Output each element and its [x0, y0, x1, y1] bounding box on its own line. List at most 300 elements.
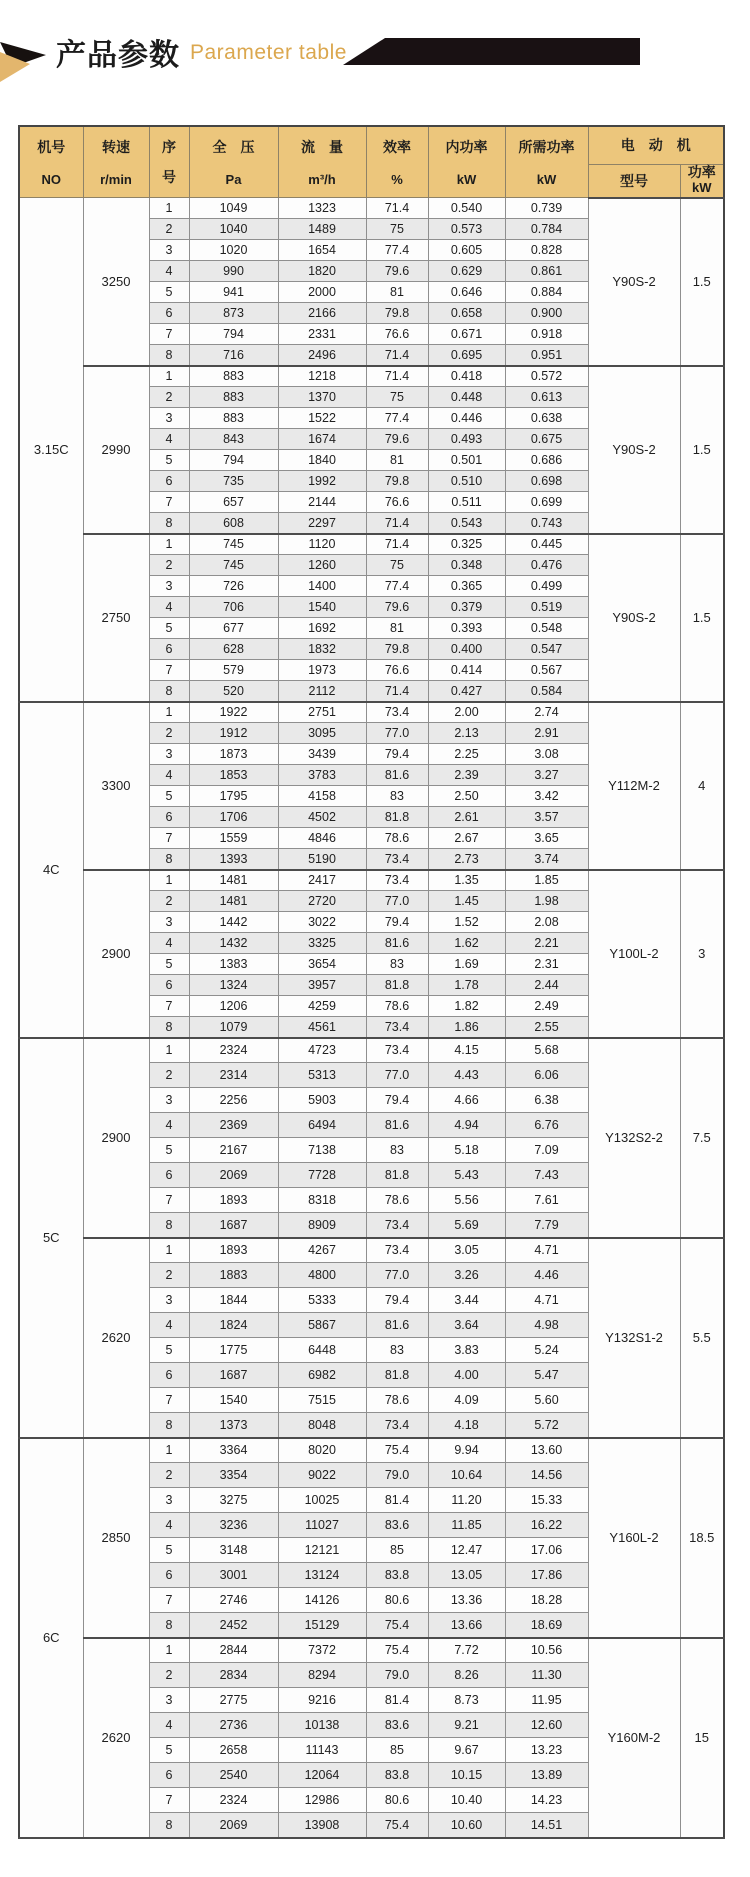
- cell-efficiency: 79.6: [366, 597, 428, 618]
- cell-pressure: 794: [189, 324, 278, 345]
- cell-index: 2: [149, 1463, 189, 1488]
- cell-flow: 4800: [278, 1263, 366, 1288]
- cell-internal-power: 2.13: [428, 723, 505, 744]
- cell-flow: 1260: [278, 555, 366, 576]
- cell-required-power: 13.60: [505, 1438, 588, 1463]
- cell-flow: 11027: [278, 1513, 366, 1538]
- cell-required-power: 18.28: [505, 1588, 588, 1613]
- cell-pressure: 2324: [189, 1788, 278, 1813]
- cell-required-power: 3.57: [505, 807, 588, 828]
- cell-required-power: 0.499: [505, 576, 588, 597]
- cell-required-power: 0.698: [505, 471, 588, 492]
- cell-efficiency: 83.8: [366, 1763, 428, 1788]
- cell-efficiency: 77.0: [366, 723, 428, 744]
- cell-motor-model: Y132S2-2: [588, 1038, 680, 1238]
- parameter-table: [18, 125, 725, 1839]
- cell-flow: 4502: [278, 807, 366, 828]
- cell-pressure: 1853: [189, 765, 278, 786]
- cell-pressure: 608: [189, 513, 278, 534]
- cell-required-power: 3.65: [505, 828, 588, 849]
- cell-required-power: 5.47: [505, 1363, 588, 1388]
- cell-internal-power: 0.493: [428, 429, 505, 450]
- cell-flow: 9022: [278, 1463, 366, 1488]
- cell-efficiency: 73.4: [366, 870, 428, 891]
- cell-flow: 1522: [278, 408, 366, 429]
- col-header-motor: 电 动 机: [588, 126, 724, 164]
- cell-efficiency: 75: [366, 555, 428, 576]
- cell-pressure: 1079: [189, 1017, 278, 1038]
- cell-internal-power: 2.73: [428, 849, 505, 870]
- cell-pressure: 2314: [189, 1063, 278, 1088]
- cell-efficiency: 71.4: [366, 534, 428, 555]
- cell-motor-model: Y90S-2: [588, 534, 680, 702]
- table-row: [19, 366, 724, 387]
- cell-required-power: 3.74: [505, 849, 588, 870]
- cell-motor-power: 1.5: [680, 534, 724, 702]
- cell-index: 2: [149, 1663, 189, 1688]
- cell-flow: 1832: [278, 639, 366, 660]
- cell-flow: 5333: [278, 1288, 366, 1313]
- cell-index: 4: [149, 1313, 189, 1338]
- cell-flow: 2000: [278, 282, 366, 303]
- cell-internal-power: 10.40: [428, 1788, 505, 1813]
- cell-motor-power: 4: [680, 702, 724, 870]
- cell-index: 1: [149, 1638, 189, 1663]
- cell-index: 5: [149, 282, 189, 303]
- cell-required-power: 0.476: [505, 555, 588, 576]
- cell-required-power: 10.56: [505, 1638, 588, 1663]
- cell-required-power: 6.06: [505, 1063, 588, 1088]
- cell-index: 7: [149, 324, 189, 345]
- cell-flow: 7515: [278, 1388, 366, 1413]
- cell-flow: 4723: [278, 1038, 366, 1063]
- cell-flow: 12986: [278, 1788, 366, 1813]
- cell-rpm: 3300: [83, 702, 149, 870]
- cell-pressure: 843: [189, 429, 278, 450]
- cell-pressure: 1795: [189, 786, 278, 807]
- cell-required-power: 0.584: [505, 681, 588, 702]
- cell-required-power: 0.884: [505, 282, 588, 303]
- cell-internal-power: 0.540: [428, 198, 505, 219]
- cell-pressure: 1393: [189, 849, 278, 870]
- cell-machine-no: 4C: [19, 702, 83, 1038]
- cell-internal-power: 9.21: [428, 1713, 505, 1738]
- cell-index: 4: [149, 933, 189, 954]
- cell-efficiency: 83.6: [366, 1513, 428, 1538]
- cell-motor-model: Y90S-2: [588, 198, 680, 366]
- cell-pressure: 3364: [189, 1438, 278, 1463]
- cell-index: 5: [149, 954, 189, 975]
- cell-required-power: 7.09: [505, 1138, 588, 1163]
- cell-internal-power: 2.25: [428, 744, 505, 765]
- cell-pressure: 1559: [189, 828, 278, 849]
- cell-required-power: 2.08: [505, 912, 588, 933]
- cell-flow: 1218: [278, 366, 366, 387]
- cell-efficiency: 73.4: [366, 702, 428, 723]
- page-subtitle: Parameter table: [190, 41, 347, 64]
- cell-flow: 8909: [278, 1213, 366, 1238]
- cell-flow: 2166: [278, 303, 366, 324]
- cell-required-power: 0.613: [505, 387, 588, 408]
- cell-efficiency: 83: [366, 1338, 428, 1363]
- cell-efficiency: 73.4: [366, 1238, 428, 1263]
- cell-index: 8: [149, 1017, 189, 1038]
- cell-required-power: 5.72: [505, 1413, 588, 1438]
- cell-required-power: 6.76: [505, 1113, 588, 1138]
- cell-pressure: 1775: [189, 1338, 278, 1363]
- cell-required-power: 0.784: [505, 219, 588, 240]
- cell-pressure: 1687: [189, 1213, 278, 1238]
- cell-efficiency: 71.4: [366, 513, 428, 534]
- cell-efficiency: 73.4: [366, 1413, 428, 1438]
- cell-internal-power: 5.43: [428, 1163, 505, 1188]
- cell-motor-power: 1.5: [680, 366, 724, 534]
- cell-internal-power: 4.43: [428, 1063, 505, 1088]
- cell-internal-power: 8.26: [428, 1663, 505, 1688]
- cell-efficiency: 77.0: [366, 1063, 428, 1088]
- cell-required-power: 0.861: [505, 261, 588, 282]
- cell-flow: 2297: [278, 513, 366, 534]
- cell-internal-power: 0.573: [428, 219, 505, 240]
- cell-index: 3: [149, 1288, 189, 1313]
- cell-index: 8: [149, 681, 189, 702]
- cell-index: 5: [149, 1338, 189, 1363]
- col-header-index: 序 号: [149, 126, 189, 198]
- col-header-motor-model: 型号: [588, 164, 680, 198]
- cell-internal-power: 0.365: [428, 576, 505, 597]
- cell-internal-power: 0.414: [428, 660, 505, 681]
- cell-flow: 14126: [278, 1588, 366, 1613]
- cell-efficiency: 81.8: [366, 1363, 428, 1388]
- cell-index: 3: [149, 408, 189, 429]
- cell-pressure: 2324: [189, 1038, 278, 1063]
- cell-index: 1: [149, 534, 189, 555]
- cell-index: 8: [149, 1613, 189, 1638]
- cell-pressure: 1540: [189, 1388, 278, 1413]
- cell-required-power: 2.74: [505, 702, 588, 723]
- cell-internal-power: 2.39: [428, 765, 505, 786]
- cell-index: 4: [149, 1113, 189, 1138]
- cell-index: 8: [149, 513, 189, 534]
- cell-index: 6: [149, 807, 189, 828]
- cell-efficiency: 81: [366, 618, 428, 639]
- cell-internal-power: 1.35: [428, 870, 505, 891]
- cell-index: 7: [149, 1188, 189, 1213]
- cell-efficiency: 73.4: [366, 849, 428, 870]
- cell-rpm: 2990: [83, 366, 149, 534]
- cell-efficiency: 81.6: [366, 1313, 428, 1338]
- cell-flow: 13124: [278, 1563, 366, 1588]
- cell-flow: 5313: [278, 1063, 366, 1088]
- cell-internal-power: 4.00: [428, 1363, 505, 1388]
- cell-efficiency: 71.4: [366, 198, 428, 219]
- cell-index: 8: [149, 849, 189, 870]
- cell-index: 3: [149, 1688, 189, 1713]
- cell-efficiency: 79.8: [366, 303, 428, 324]
- cell-pressure: 1706: [189, 807, 278, 828]
- cell-internal-power: 7.72: [428, 1638, 505, 1663]
- cell-efficiency: 71.4: [366, 681, 428, 702]
- cell-internal-power: 4.18: [428, 1413, 505, 1438]
- cell-internal-power: 5.69: [428, 1213, 505, 1238]
- cell-pressure: 2775: [189, 1688, 278, 1713]
- cell-internal-power: 4.09: [428, 1388, 505, 1413]
- cell-flow: 7372: [278, 1638, 366, 1663]
- cell-efficiency: 76.6: [366, 324, 428, 345]
- cell-internal-power: 2.67: [428, 828, 505, 849]
- cell-efficiency: 81: [366, 450, 428, 471]
- cell-internal-power: 0.543: [428, 513, 505, 534]
- cell-efficiency: 79.0: [366, 1663, 428, 1688]
- cell-required-power: 0.828: [505, 240, 588, 261]
- cell-required-power: 1.85: [505, 870, 588, 891]
- cell-motor-model: Y90S-2: [588, 366, 680, 534]
- cell-pressure: 2452: [189, 1613, 278, 1638]
- cell-pressure: 794: [189, 450, 278, 471]
- table-row: [19, 870, 724, 891]
- cell-flow: 2112: [278, 681, 366, 702]
- cell-required-power: 15.33: [505, 1488, 588, 1513]
- cell-internal-power: 5.18: [428, 1138, 505, 1163]
- title-band: [0, 28, 750, 84]
- cell-index: 7: [149, 1388, 189, 1413]
- cell-required-power: 14.56: [505, 1463, 588, 1488]
- cell-pressure: 1442: [189, 912, 278, 933]
- cell-flow: 15129: [278, 1613, 366, 1638]
- cell-flow: 1992: [278, 471, 366, 492]
- cell-pressure: 1844: [189, 1288, 278, 1313]
- cell-internal-power: 5.56: [428, 1188, 505, 1213]
- cell-index: 8: [149, 1813, 189, 1838]
- cell-index: 8: [149, 345, 189, 366]
- cell-flow: 3325: [278, 933, 366, 954]
- cell-pressure: 1687: [189, 1363, 278, 1388]
- cell-efficiency: 80.6: [366, 1788, 428, 1813]
- cell-efficiency: 75.4: [366, 1813, 428, 1838]
- cell-efficiency: 79.6: [366, 429, 428, 450]
- cell-machine-no: 5C: [19, 1038, 83, 1438]
- cell-internal-power: 2.50: [428, 786, 505, 807]
- cell-internal-power: 4.66: [428, 1088, 505, 1113]
- cell-index: 2: [149, 219, 189, 240]
- cell-required-power: 0.638: [505, 408, 588, 429]
- page-title: 产品参数: [56, 38, 180, 73]
- cell-index: 6: [149, 471, 189, 492]
- cell-efficiency: 79.4: [366, 744, 428, 765]
- table-row: [19, 534, 724, 555]
- cell-pressure: 873: [189, 303, 278, 324]
- cell-required-power: 11.30: [505, 1663, 588, 1688]
- cell-motor-power: 15: [680, 1638, 724, 1838]
- cell-efficiency: 81.8: [366, 1163, 428, 1188]
- cell-rpm: 2850: [83, 1438, 149, 1638]
- cell-pressure: 1912: [189, 723, 278, 744]
- cell-index: 4: [149, 429, 189, 450]
- cell-flow: 4259: [278, 996, 366, 1017]
- cell-pressure: 1883: [189, 1263, 278, 1288]
- cell-pressure: 2256: [189, 1088, 278, 1113]
- cell-pressure: 3148: [189, 1538, 278, 1563]
- cell-pressure: 883: [189, 408, 278, 429]
- cell-internal-power: 1.86: [428, 1017, 505, 1038]
- cell-required-power: 0.572: [505, 366, 588, 387]
- cell-flow: 3439: [278, 744, 366, 765]
- cell-internal-power: 3.64: [428, 1313, 505, 1338]
- cell-flow: 1973: [278, 660, 366, 681]
- col-header-required-power: 所需功率 kW: [505, 126, 588, 198]
- cell-efficiency: 79.8: [366, 471, 428, 492]
- cell-internal-power: 4.15: [428, 1038, 505, 1063]
- cell-efficiency: 71.4: [366, 366, 428, 387]
- cell-required-power: 0.445: [505, 534, 588, 555]
- cell-pressure: 1020: [189, 240, 278, 261]
- cell-flow: 6982: [278, 1363, 366, 1388]
- cell-internal-power: 3.44: [428, 1288, 505, 1313]
- cell-internal-power: 9.94: [428, 1438, 505, 1463]
- cell-pressure: 1481: [189, 870, 278, 891]
- table-row: [19, 1438, 724, 1463]
- cell-index: 5: [149, 1738, 189, 1763]
- cell-motor-power: 1.5: [680, 198, 724, 366]
- cell-motor-model: Y100L-2: [588, 870, 680, 1038]
- cell-flow: 1489: [278, 219, 366, 240]
- cell-flow: 8318: [278, 1188, 366, 1213]
- cell-pressure: 1373: [189, 1413, 278, 1438]
- cell-efficiency: 83.6: [366, 1713, 428, 1738]
- cell-internal-power: 0.671: [428, 324, 505, 345]
- cell-efficiency: 78.6: [366, 1188, 428, 1213]
- cell-efficiency: 75.4: [366, 1638, 428, 1663]
- cell-pressure: 745: [189, 534, 278, 555]
- cell-required-power: 0.918: [505, 324, 588, 345]
- cell-pressure: 2069: [189, 1813, 278, 1838]
- cell-motor-model: Y160M-2: [588, 1638, 680, 1838]
- cell-index: 8: [149, 1213, 189, 1238]
- cell-efficiency: 77.4: [366, 240, 428, 261]
- col-header-internal-power: 内功率 kW: [428, 126, 505, 198]
- cell-efficiency: 71.4: [366, 345, 428, 366]
- cell-flow: 1323: [278, 198, 366, 219]
- cell-flow: 8048: [278, 1413, 366, 1438]
- cell-index: 1: [149, 702, 189, 723]
- cell-required-power: 11.95: [505, 1688, 588, 1713]
- cell-flow: 1540: [278, 597, 366, 618]
- cell-internal-power: 0.629: [428, 261, 505, 282]
- cell-required-power: 0.739: [505, 198, 588, 219]
- cell-efficiency: 79.4: [366, 1088, 428, 1113]
- cell-flow: 4561: [278, 1017, 366, 1038]
- cell-flow: 4158: [278, 786, 366, 807]
- cell-pressure: 2834: [189, 1663, 278, 1688]
- cell-motor-power: 3: [680, 870, 724, 1038]
- cell-flow: 1120: [278, 534, 366, 555]
- cell-index: 4: [149, 1513, 189, 1538]
- cell-index: 6: [149, 1163, 189, 1188]
- cell-flow: 2144: [278, 492, 366, 513]
- cell-flow: 1400: [278, 576, 366, 597]
- cell-pressure: 2658: [189, 1738, 278, 1763]
- cell-required-power: 2.91: [505, 723, 588, 744]
- cell-index: 8: [149, 1413, 189, 1438]
- cell-pressure: 1893: [189, 1188, 278, 1213]
- cell-required-power: 3.08: [505, 744, 588, 765]
- cell-required-power: 2.21: [505, 933, 588, 954]
- cell-efficiency: 75: [366, 219, 428, 240]
- cell-required-power: 17.06: [505, 1538, 588, 1563]
- cell-index: 3: [149, 912, 189, 933]
- cell-internal-power: 13.66: [428, 1613, 505, 1638]
- cell-internal-power: 0.325: [428, 534, 505, 555]
- cell-required-power: 0.547: [505, 639, 588, 660]
- cell-pressure: 1432: [189, 933, 278, 954]
- cell-efficiency: 83: [366, 954, 428, 975]
- cell-efficiency: 73.4: [366, 1038, 428, 1063]
- cell-internal-power: 2.61: [428, 807, 505, 828]
- cell-required-power: 0.519: [505, 597, 588, 618]
- cell-flow: 1840: [278, 450, 366, 471]
- banner-bar: [343, 38, 640, 65]
- cell-rpm: 2620: [83, 1238, 149, 1438]
- cell-index: 1: [149, 1438, 189, 1463]
- cell-index: 5: [149, 450, 189, 471]
- cell-efficiency: 78.6: [366, 828, 428, 849]
- cell-efficiency: 81.8: [366, 807, 428, 828]
- cell-internal-power: 8.73: [428, 1688, 505, 1713]
- cell-pressure: 628: [189, 639, 278, 660]
- cell-flow: 2751: [278, 702, 366, 723]
- cell-pressure: 735: [189, 471, 278, 492]
- arrow-decoration-icon: [0, 34, 52, 82]
- cell-required-power: 4.71: [505, 1288, 588, 1313]
- cell-flow: 5190: [278, 849, 366, 870]
- cell-rpm: 2900: [83, 870, 149, 1038]
- cell-flow: 13908: [278, 1813, 366, 1838]
- cell-pressure: 883: [189, 387, 278, 408]
- cell-required-power: 16.22: [505, 1513, 588, 1538]
- cell-pressure: 941: [189, 282, 278, 303]
- cell-index: 7: [149, 660, 189, 681]
- cell-flow: 2496: [278, 345, 366, 366]
- cell-internal-power: 1.69: [428, 954, 505, 975]
- cell-pressure: 520: [189, 681, 278, 702]
- cell-required-power: 0.699: [505, 492, 588, 513]
- cell-flow: 3022: [278, 912, 366, 933]
- cell-pressure: 706: [189, 597, 278, 618]
- cell-internal-power: 11.20: [428, 1488, 505, 1513]
- cell-required-power: 14.23: [505, 1788, 588, 1813]
- cell-index: 4: [149, 765, 189, 786]
- cell-pressure: 1893: [189, 1238, 278, 1263]
- cell-internal-power: 3.83: [428, 1338, 505, 1363]
- cell-index: 2: [149, 891, 189, 912]
- cell-efficiency: 79.8: [366, 639, 428, 660]
- cell-flow: 1820: [278, 261, 366, 282]
- cell-required-power: 0.686: [505, 450, 588, 471]
- cell-index: 2: [149, 1063, 189, 1088]
- col-header-flow: 流 量 m³/h: [278, 126, 366, 198]
- cell-internal-power: 1.45: [428, 891, 505, 912]
- cell-internal-power: 0.605: [428, 240, 505, 261]
- cell-internal-power: 1.52: [428, 912, 505, 933]
- cell-required-power: 12.60: [505, 1713, 588, 1738]
- cell-index: 2: [149, 387, 189, 408]
- cell-pressure: 2069: [189, 1163, 278, 1188]
- cell-index: 1: [149, 870, 189, 891]
- cell-efficiency: 81.6: [366, 1113, 428, 1138]
- cell-motor-model: Y132S1-2: [588, 1238, 680, 1438]
- table-header: [19, 126, 724, 198]
- cell-motor-model: Y112M-2: [588, 702, 680, 870]
